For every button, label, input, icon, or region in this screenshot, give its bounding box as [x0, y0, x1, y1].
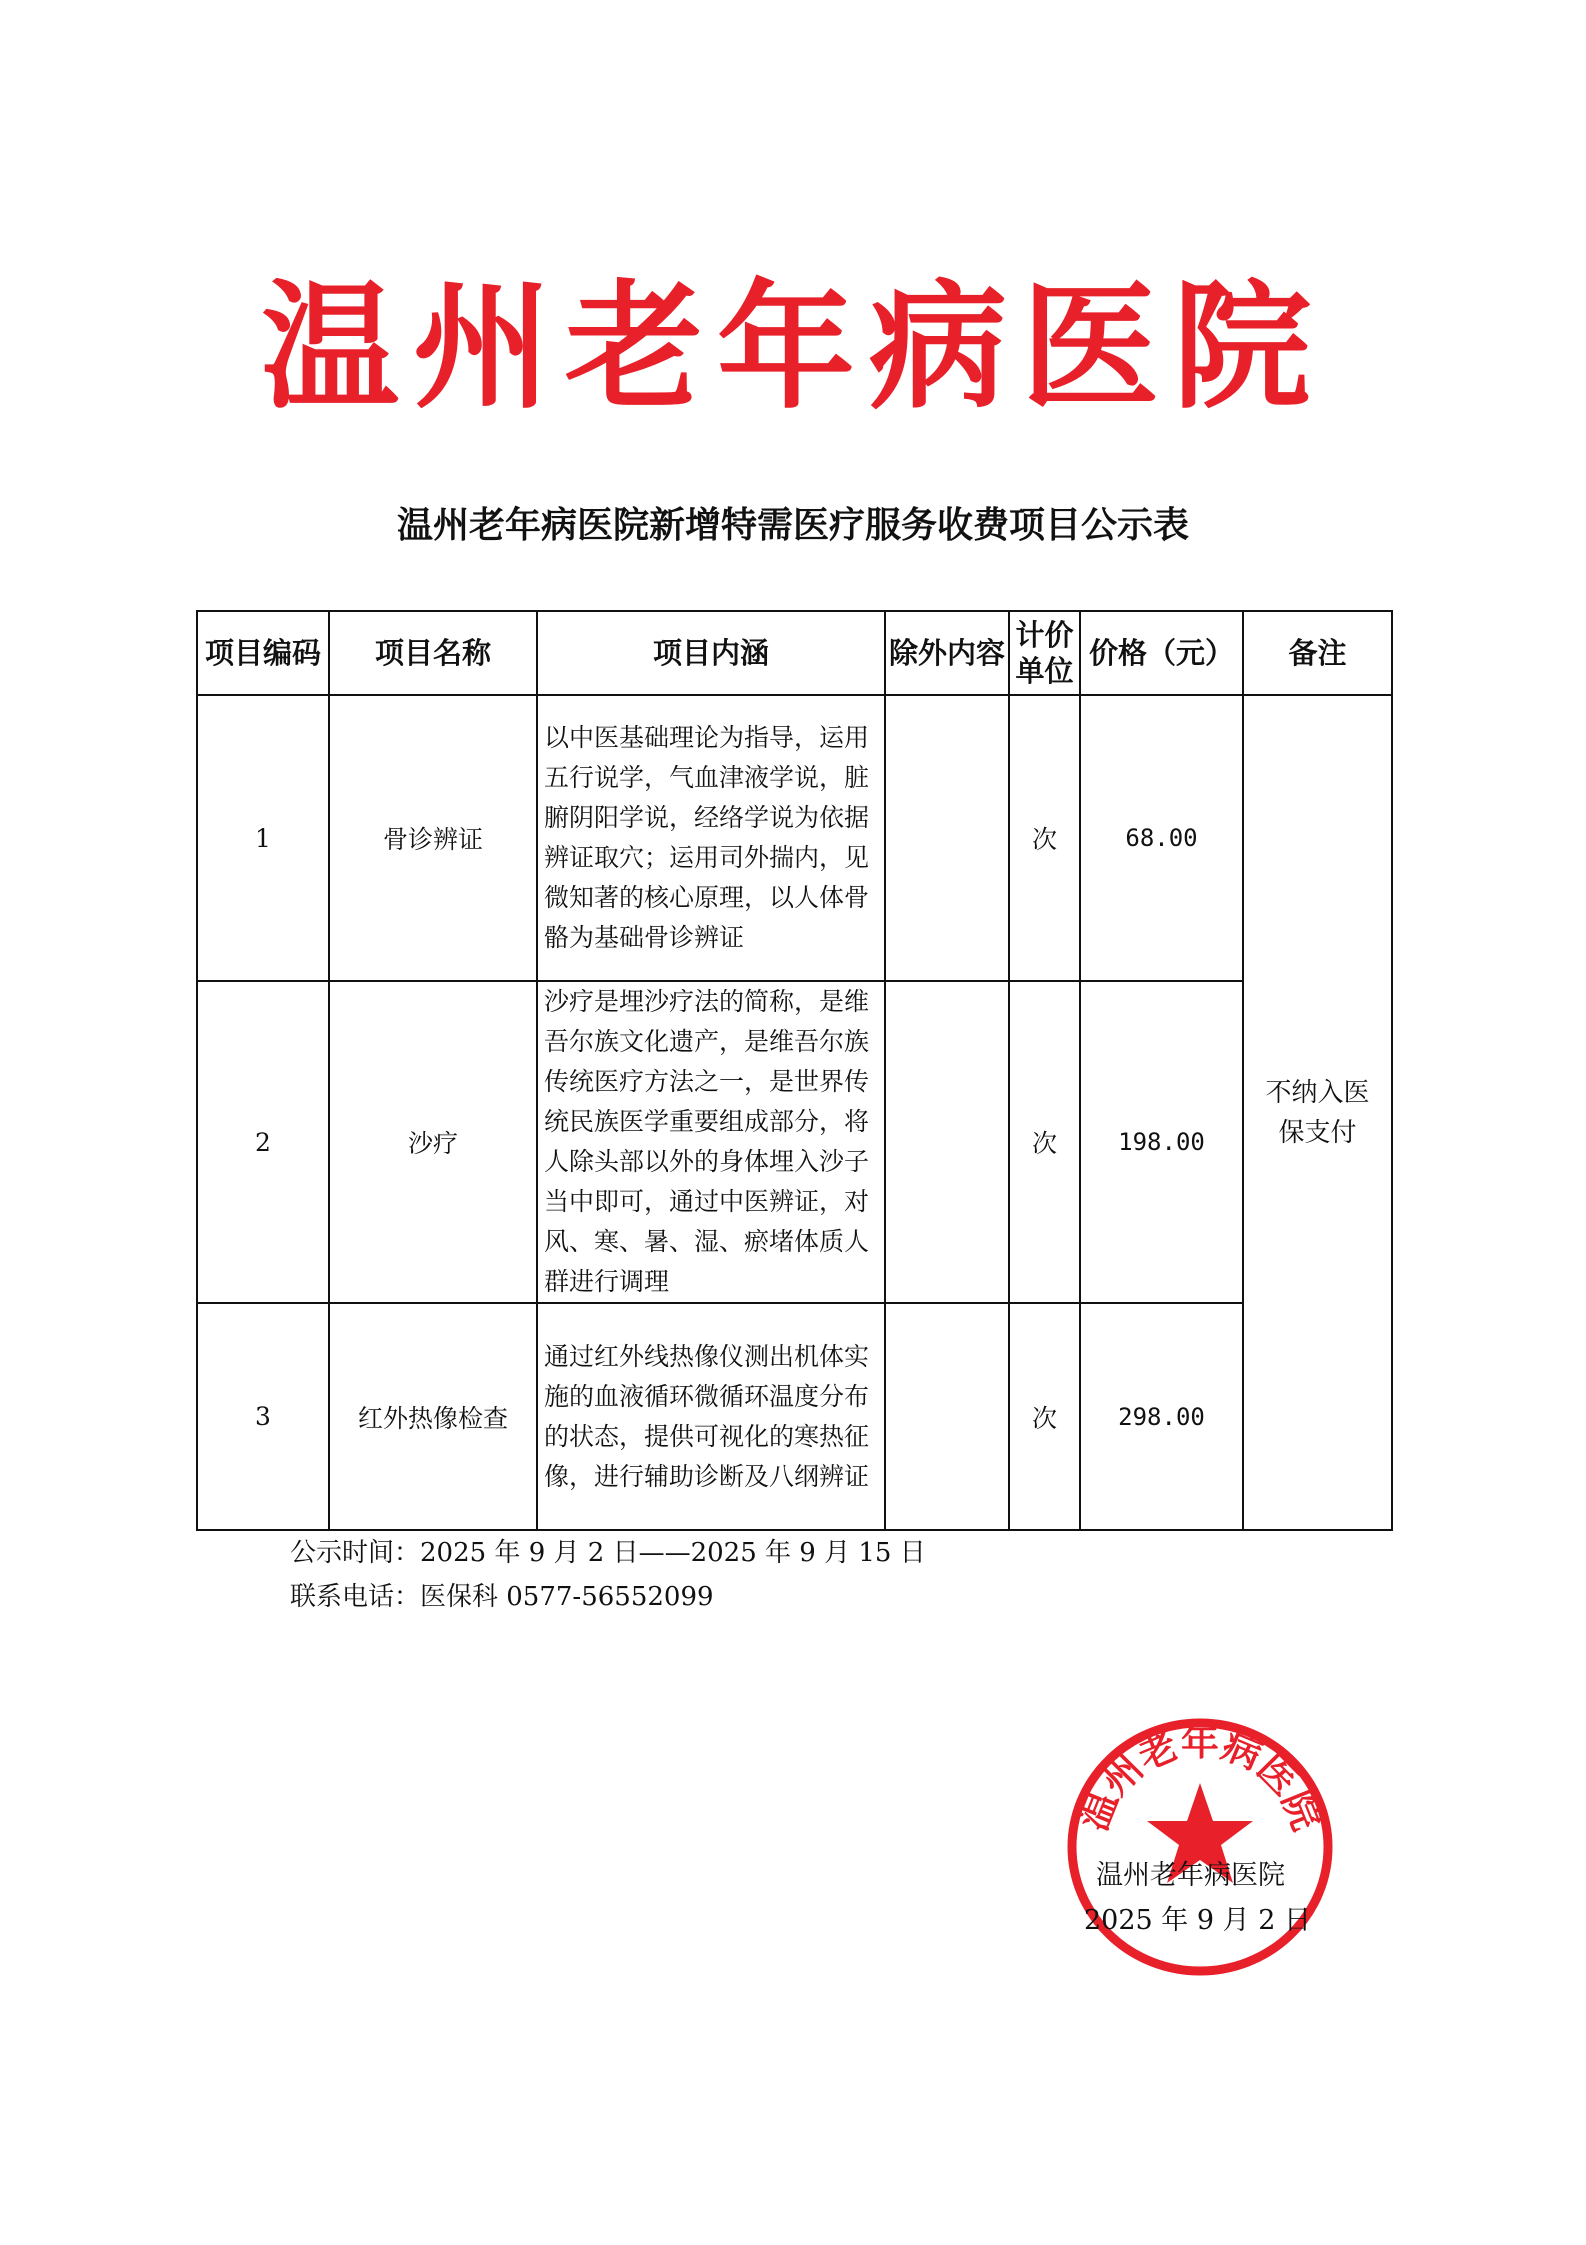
- cell-code: 3: [197, 1303, 329, 1530]
- notice-period: 公示时间：2025 年 9 月 2 日——2025 年 9 月 15 日: [290, 1538, 926, 1568]
- column-header-price: 价格（元）: [1080, 611, 1243, 695]
- document-title: 温州老年病医院新增特需医疗服务收费项目公示表: [396, 504, 1189, 546]
- cell-exclusion: [885, 695, 1009, 981]
- fee-table: [196, 610, 1393, 1531]
- signature-org: 温州老年病医院: [1096, 1860, 1285, 1891]
- seal-arc-text: 温州老年病医院: [1070, 1719, 1330, 1837]
- letterhead: 温州老年病医院: [260, 265, 1325, 428]
- cell-name: 红外热像检查: [329, 1303, 537, 1530]
- cell-remark: [1243, 695, 1392, 1530]
- cell-code: 2: [197, 981, 329, 1303]
- column-header-content: 项目内涵: [537, 611, 885, 695]
- official-seal: [1065, 1715, 1335, 1980]
- column-header-name: 项目名称: [329, 611, 537, 695]
- table-header-row: [197, 611, 1392, 695]
- cell-code: 1: [197, 695, 329, 981]
- column-header-code: 项目编码: [197, 611, 329, 695]
- cell-price: 298.00: [1080, 1303, 1243, 1530]
- cell-name: 骨诊辨证: [329, 695, 537, 981]
- cell-exclusion: [885, 1303, 1009, 1530]
- table-row: [197, 1303, 1392, 1530]
- table-row: [197, 695, 1392, 981]
- cell-content: 通过红外线热像仪测出机体实施的血液循环微循环温度分布的状态，提供可视化的寒热征像，进行辅助诊断及八纲辨证: [537, 1303, 885, 1530]
- column-header-unit: 计价单位: [1009, 611, 1080, 695]
- cell-unit: 次: [1009, 1303, 1080, 1530]
- table-row: [197, 981, 1392, 1303]
- remark-text: 不纳入医保支付: [1265, 1077, 1370, 1148]
- contact-phone: 联系电话：医保科 0577-56552099: [290, 1582, 714, 1612]
- cell-unit: 次: [1009, 695, 1080, 981]
- signature-date: 2025 年 9 月 2 日: [1084, 1905, 1311, 1936]
- cell-content: 沙疗是埋沙疗法的简称，是维吾尔族文化遗产，是维吾尔族传统医疗方法之一，是世界传统民族医学重要组成部分，将人除头部以外的身体埋入沙子当中即可，通过中医辨证，对风、寒、暑、湿、瘀堵体质人群进行调理: [537, 981, 885, 1303]
- column-header-remark: 备注: [1243, 611, 1392, 695]
- cell-price: 68.00: [1080, 695, 1243, 981]
- cell-unit: 次: [1009, 981, 1080, 1303]
- cell-name: 沙疗: [329, 981, 537, 1303]
- cell-price: 198.00: [1080, 981, 1243, 1303]
- column-header-exclusion: 除外内容: [885, 611, 1009, 695]
- cell-exclusion: [885, 981, 1009, 1303]
- cell-content: 以中医基础理论为指导，运用五行说学，气血津液学说，脏腑阴阳学说，经络学说为依据辨证取穴；运用司外揣内，见微知著的核心原理，以人体骨骼为基础骨诊辨证: [537, 695, 885, 981]
